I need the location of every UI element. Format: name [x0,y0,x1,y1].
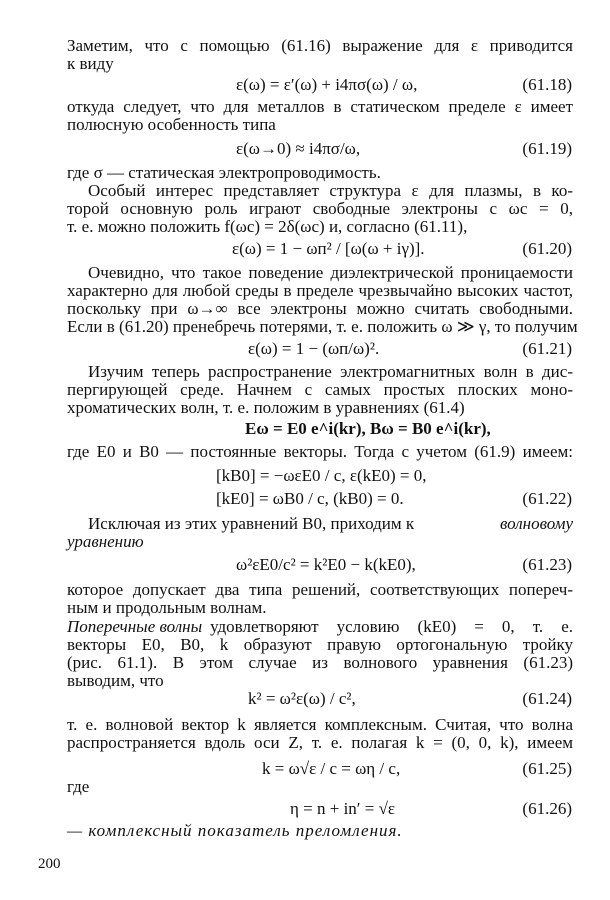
text-line: Если в (61.20) пренебречь потерями, т. е. положить ω ≫ γ, то получим [67,317,578,336]
text-line [67,618,573,636]
text-line: где σ — статическая электропроводимость. [67,163,381,182]
equation-61-19: ε(ω→0) ≈ i4πσ/ω, [236,139,361,158]
text-line: хроматических волн, т. е. положим в уравнениях (61.4) [67,398,465,417]
text-span: Исключая из этих уравнений B0, приходим к [88,514,415,533]
equation-number: (61.25) [522,759,572,778]
equation-61-20: ε(ω) = 1 − ωп² / [ω(ω + iγ)]. [232,239,425,258]
equation-61-18: ε(ω) = ε′(ω) + i4πσ(ω) / ω, [236,75,418,94]
text-span: удовлетворяют условию (kE0) = 0, т. е. [210,617,573,636]
italic-term: Поперечные волны [67,617,203,636]
equation-61-24: k² = ω²ε(ω) / c², [248,689,356,708]
italic-term: уравнению [67,532,144,551]
equation-number: (61.18) [522,75,572,94]
equation-61-25: k = ω√ε / c = ωη / c, [262,759,401,778]
text-line: (рис. 61.1). В этом случае из волнового уравнения (61.23) [67,653,573,672]
text-line: откуда следует, что для металлов в статическом пределе ε имеет [67,97,573,116]
equation-number: (61.26) [522,799,572,818]
equation-number: (61.22) [522,489,572,508]
italic-term: волновому [500,514,573,533]
text-line: Очевидно, что такое поведение диэлектрической проницаемости [88,263,573,282]
text-line: торой основную роль играют свободные электроны с ωc = 0, [67,199,573,218]
page-number: 200 [38,856,61,872]
equation-plane-wave: Eω = E0 e^i(kr), Bω = B0 e^i(kr), [245,419,491,438]
text-line: Особый интерес представляет структура ε для плазмы, в ко- [88,181,573,200]
text-line: т. е. волновой вектор k является комплексным. Считая, что волна [67,715,573,734]
text-line: к виду [67,54,114,73]
equation-number: (61.24) [522,689,572,708]
text-line: выводим, что [67,671,164,690]
text-line: т. е. можно положить f(ωc) = 2δ(ωc) и, согласно (61.11), [67,217,468,236]
text-line: полюсную особенность типа [67,115,276,134]
equation-61-22b: [kE0] = ωB0 / c, (kB0) = 0. [216,489,404,508]
text-line: где E0 и B0 — постоянные векторы. Тогда с учетом (61.9) имеем: [67,442,573,461]
text-line: ным и продольным волнам. [67,598,267,617]
equation-number: (61.20) [522,239,572,258]
text-line: характерно для любой среды в пределе чрезвычайно высоких частот, [67,281,573,300]
text-line: где [67,777,90,796]
equation-61-26: η = n + in′ = √ε [290,799,396,818]
equation-number: (61.23) [522,555,572,574]
text-line: векторы E0, B0, k образуют правую ортогональную тройку [67,635,573,654]
text-line: поскольку при ω→∞ все электроны можно считать свободными. [67,299,573,318]
equation-number: (61.21) [522,339,572,358]
text-line: распространяется вдоль оси Z, т. е. полагая k = (0, 0, k), имеем [67,733,573,752]
equation-number: (61.19) [522,139,572,158]
equation-61-22a: [kB0] = −ωεE0 / c, ε(kE0) = 0, [216,466,427,485]
italic-term: — комплексный показатель преломления. [67,821,403,840]
equation-61-23: ω²εE0/c² = k²E0 − k(kE0), [236,555,416,574]
text-line [88,515,573,533]
text-line: Изучим теперь распространение электромагнитных волн в дис- [88,362,573,381]
equation-61-21: ε(ω) = 1 − (ωп/ω)². [248,339,380,358]
text-line: пергирующей среде. Начнем с самых простых плоских моно- [67,380,573,399]
text-line: которое допускает два типа решений, соответствующих попереч- [67,580,573,599]
text-line: Заметим, что с помощью (61.16) выражение для ε приводится [67,36,573,55]
